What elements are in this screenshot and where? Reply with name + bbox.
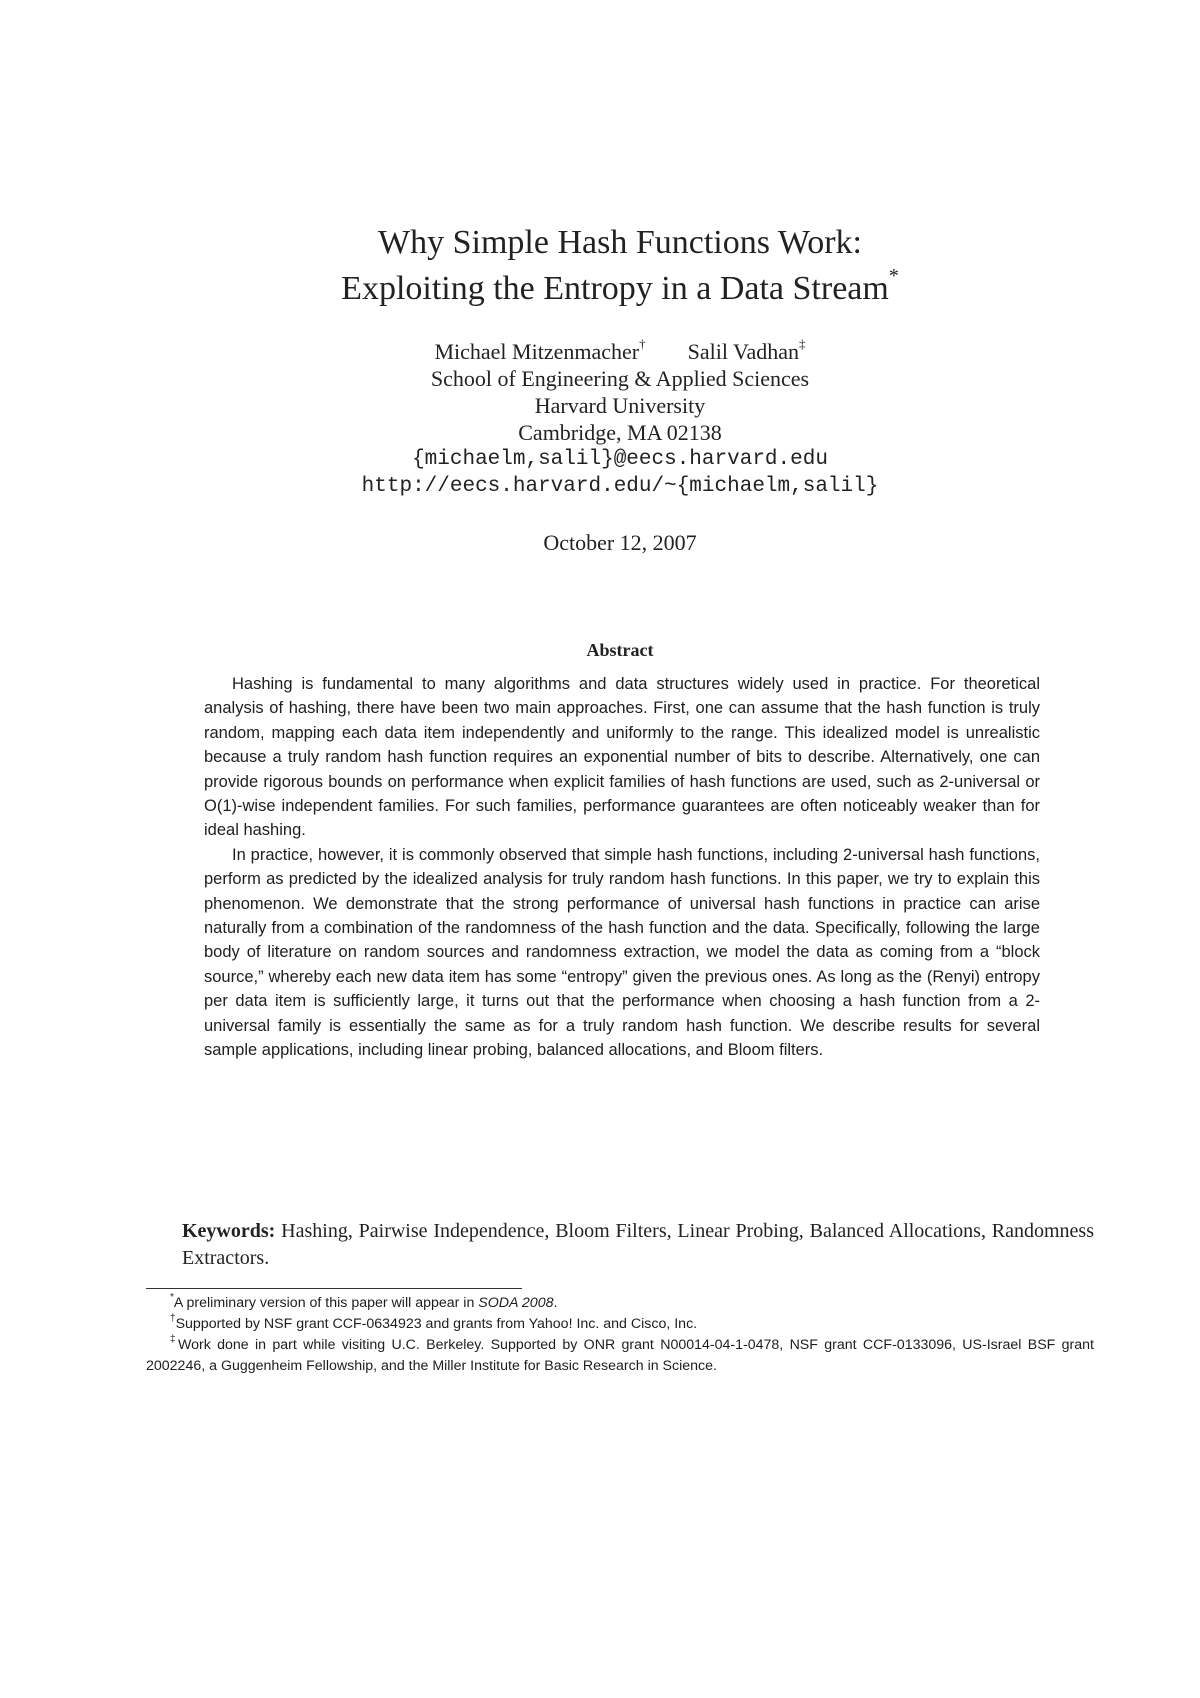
keywords-text: Hashing, Pairwise Independence, Bloom Filters, Linear Probing, Balanced Allocations, Randomness Extractors.	[182, 1220, 1094, 1269]
footnote-2-mark: †	[170, 1313, 176, 1324]
keywords	[182, 1218, 1094, 1272]
footnotes	[146, 1293, 1094, 1377]
footnote-1-mark: *	[170, 1292, 174, 1303]
abstract-paragraph-1: Hashing is fundamental to many algorithms and data structures widely used in practice. For theoretical analysis of hashing, there have been two main approaches. First, one can assume that the hash function is truly random, mapping each data item independently and uniformly to the range. This idealized model is unrealistic because a truly random hash function requires an exponential number of bits to describe. Alternatively, one can provide rigorous bounds on performance when explicit families of hash functions are used, such as 2-universal or O(1)-wise independent families. For such families, performance guarantees are often noticeably weaker than for ideal hashing.	[204, 675, 1040, 840]
location: Cambridge, MA 02138	[518, 420, 722, 445]
paper-date: October 12, 2007	[543, 530, 697, 555]
title-line-2-text: Exploiting the Entropy in a Data Stream	[341, 270, 889, 307]
footnote-1-text-b: .	[553, 1295, 558, 1311]
footnote-1-venue: SODA 2008	[478, 1295, 554, 1311]
author-email: {michaelm,salil}@eecs.harvard.edu	[412, 448, 828, 471]
title-footnote-mark: *	[888, 265, 899, 287]
author-block	[0, 338, 1200, 500]
author-2-mark: ‡	[799, 336, 806, 351]
abstract-heading: Abstract	[586, 640, 654, 660]
author-url: http://eecs.harvard.edu/~{michaelm,salil}	[361, 475, 879, 498]
footnote-1-text-a: A preliminary version of this paper will appear in	[173, 1295, 479, 1311]
paper-title	[0, 220, 1200, 312]
footnote-3-mark: ‡	[170, 1334, 178, 1345]
title-line-2	[0, 266, 1200, 312]
university: Harvard University	[534, 393, 706, 418]
author-1-mark: †	[639, 336, 646, 351]
author-1: Michael Mitzenmacher	[434, 339, 640, 364]
author-2: Salil Vadhan	[687, 339, 800, 364]
footnote-3-text: Work done in part while visiting U.C. Berkeley. Supported by ONR grant N00014-04-1-0478, NSF grant CCF-0133096, US-Israel BSF grant 2002246, a Guggenheim Fellowship, and the Miller Institute for Basic Research in Science.	[146, 1337, 1095, 1374]
author-names	[0, 338, 1200, 365]
keywords-label: Keywords:	[182, 1220, 276, 1242]
abstract-body	[204, 672, 1040, 1063]
footnote-rule	[146, 1288, 522, 1289]
footnote-1	[146, 1293, 1094, 1314]
affiliation: School of Engineering & Applied Sciences	[430, 366, 810, 391]
title-line-1: Why Simple Hash Functions Work:	[378, 224, 862, 261]
footnote-2	[146, 1314, 1094, 1335]
footnote-3	[146, 1335, 1094, 1377]
footnote-2-text: Supported by NSF grant CCF-0634923 and grants from Yahoo! Inc. and Cisco, Inc.	[175, 1316, 698, 1332]
abstract-paragraph-2: In practice, however, it is commonly observed that simple hash functions, including 2-universal hash functions, perform as predicted by the idealized analysis for truly random hash functions. In this paper, we try to explain this phenomenon. We demonstrate that the strong performance of universal hash functions in practice can arise naturally from a combination of the randomness of the hash function and the data. Specifically, following the large body of literature on random sources and randomness extraction, we model the data as coming from a “block source,” whereby each new data item has some “entropy” given the previous ones. As long as the (Renyi) entropy per data item is sufficiently large, it turns out that the performance when choosing a hash function from a 2-universal family is essentially the same as for a truly random hash function. We describe results for several sample applications, including linear probing, balanced allocations, and Bloom filters.	[204, 845, 1040, 1060]
